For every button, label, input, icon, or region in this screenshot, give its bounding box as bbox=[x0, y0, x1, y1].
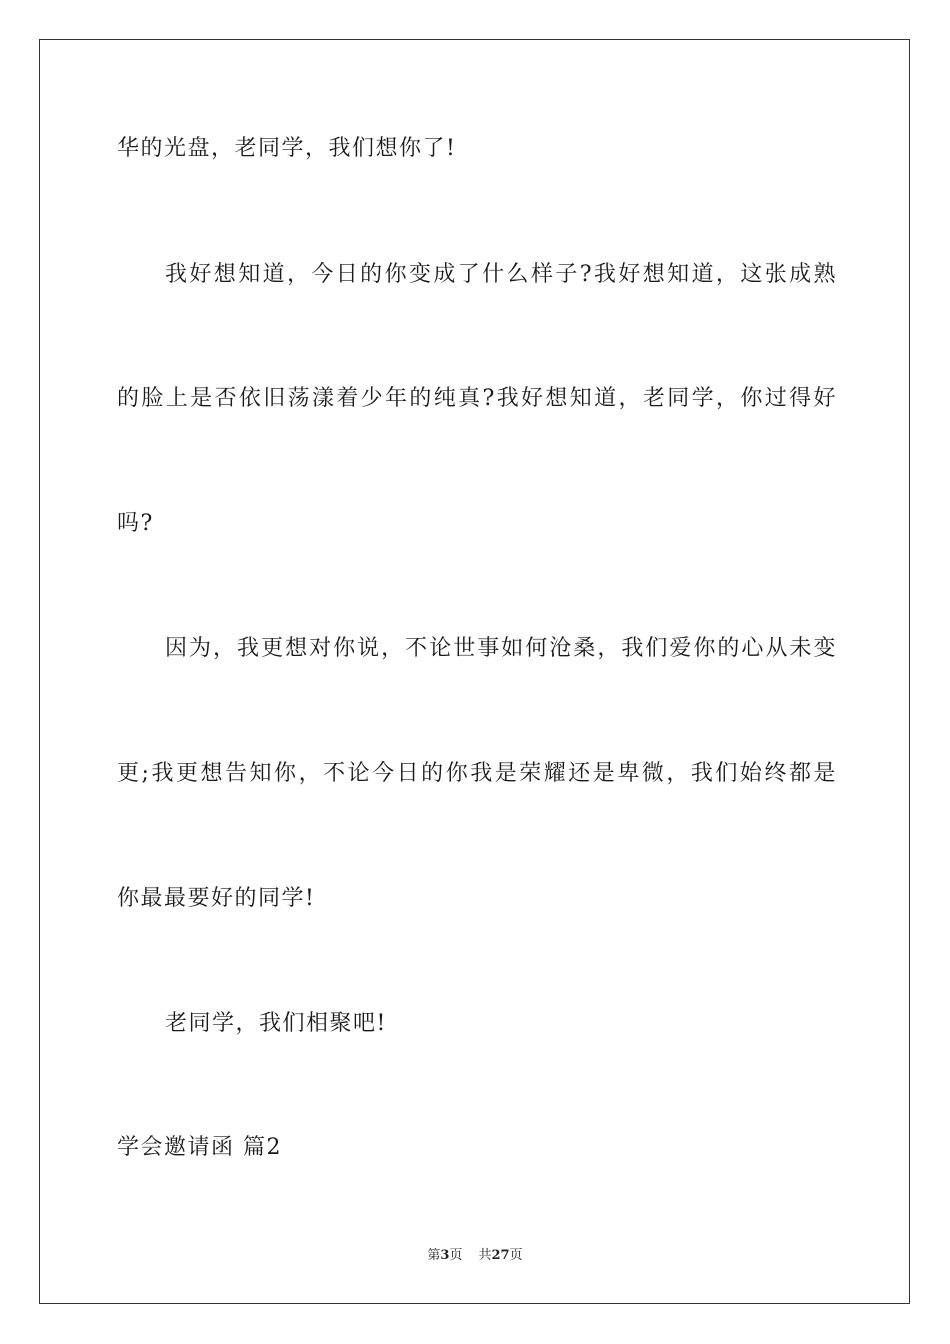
text-line-1: 华的光盘，老同学，我们想你了! bbox=[117, 136, 457, 161]
text-line-2: 我好想知道，今日的你变成了什么样子?我好想知道，这张成熟 bbox=[165, 262, 837, 287]
text-line-6: 更;我更想告知你，不论今日的你我是荣耀还是卑微，我们始终都是 bbox=[117, 761, 837, 786]
footer-page-number: 3 bbox=[440, 1248, 450, 1263]
section-heading: 学会邀请函 篇2 bbox=[117, 1135, 282, 1160]
page-border bbox=[39, 39, 910, 1304]
text-line-8: 老同学，我们相聚吧! bbox=[165, 1011, 387, 1036]
footer-total-pages: 27 bbox=[491, 1248, 510, 1263]
footer-page-suffix: 页 bbox=[449, 1248, 463, 1263]
text-line-7: 你最最要好的同学! bbox=[117, 886, 316, 911]
text-line-4: 吗? bbox=[117, 511, 154, 536]
footer-total-suffix: 页 bbox=[509, 1248, 523, 1263]
text-line-3: 的脸上是否依旧荡漾着少年的纯真?我好想知道，老同学，你过得好 bbox=[117, 386, 837, 411]
footer-page-prefix: 第 bbox=[427, 1248, 441, 1263]
footer-total-prefix: 共 bbox=[478, 1248, 492, 1263]
text-line-5: 因为，我更想对你说，不论世事如何沧桑，我们爱你的心从未变 bbox=[165, 636, 837, 661]
page-footer bbox=[0, 1246, 950, 1266]
